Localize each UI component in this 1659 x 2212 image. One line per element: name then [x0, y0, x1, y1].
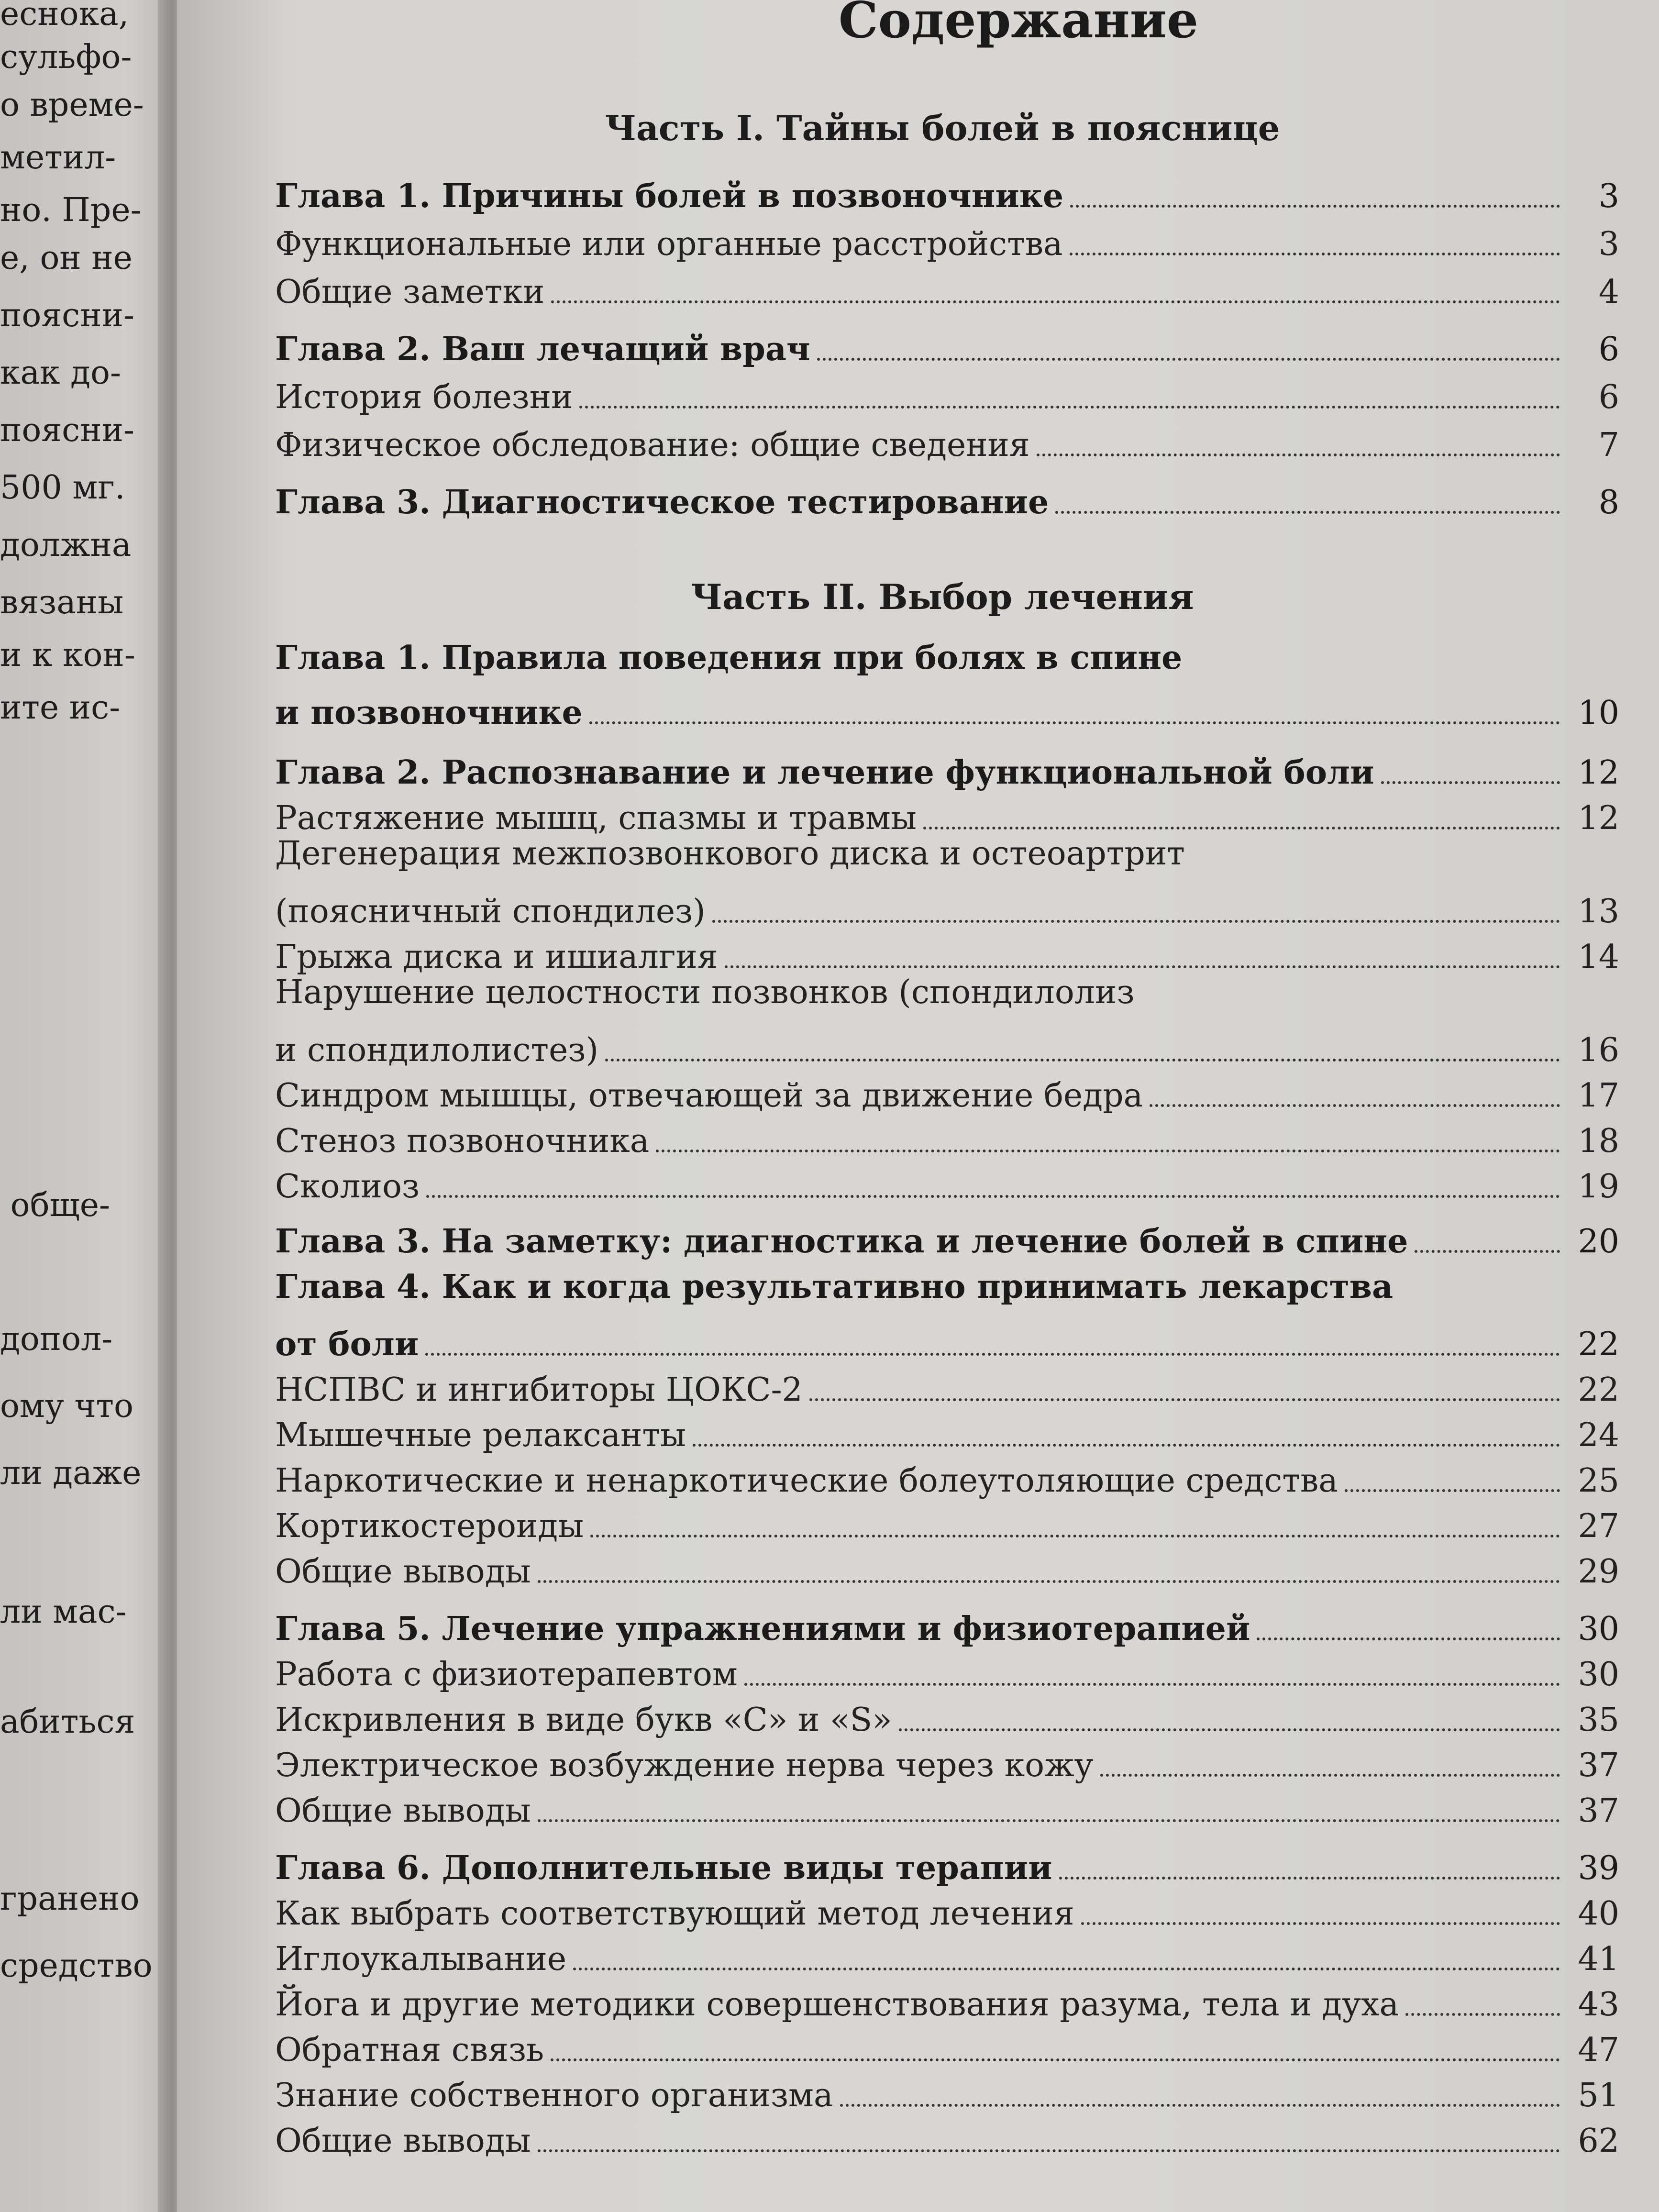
toc-section: [275, 1736, 1619, 1784]
toc-page-number: 30: [1578, 1610, 1619, 1648]
left-text-fragment: ите ис-: [0, 689, 121, 727]
toc-chapter: [275, 1839, 1619, 1887]
dot-leader: [1070, 205, 1560, 208]
toc-page-number: 19: [1578, 1168, 1619, 1206]
toc-entry-text: (поясничный спондилез): [275, 893, 706, 930]
toc-page-number: 12: [1578, 754, 1619, 792]
toc-section: [275, 1021, 1619, 1069]
left-text-fragment: допол-: [0, 1320, 113, 1358]
toc-page-number: 30: [1578, 1656, 1619, 1693]
dot-leader: [744, 1683, 1560, 1686]
toc-chapter: [275, 167, 1619, 215]
toc-chapter: [275, 1600, 1619, 1648]
toc-chapter: [275, 1316, 1619, 1363]
toc-section: [275, 1497, 1619, 1545]
left-text-fragment: ли мас-: [0, 1593, 127, 1631]
toc-chapter: [275, 321, 1619, 368]
dot-leader: [725, 965, 1560, 968]
toc-entry-text: Общие выводы: [275, 1792, 531, 1830]
toc-entry-text: Кортикостероиды: [275, 1507, 584, 1545]
toc-entry-first-line: Глава 1. Правила поведения при болях в спине: [275, 639, 1183, 677]
toc-entry-text: Сколиоз: [275, 1168, 420, 1206]
dot-leader: [1257, 1637, 1560, 1640]
toc-page-number: 22: [1578, 1326, 1619, 1363]
dot-leader: [1081, 1922, 1560, 1925]
left-text-fragment: поясни-: [0, 297, 134, 334]
toc-page-number: 41: [1578, 1940, 1619, 1978]
toc-entry-text: Глава 6. Дополнительные виды терапии: [275, 1849, 1052, 1887]
toc-entry-text: Обратная связь: [275, 2031, 544, 2069]
toc-entry-text: Глава 1. Причины болей в позвоночнике: [275, 177, 1064, 215]
toc-section: [275, 928, 1619, 976]
toc-section: [275, 883, 1619, 930]
dot-leader: [1059, 1877, 1560, 1880]
left-page-fragment: [0, 0, 182, 2212]
toc-entry-text: Общие заметки: [275, 273, 545, 311]
toc-page-number: 20: [1578, 1223, 1619, 1261]
dot-leader: [840, 2104, 1560, 2107]
dot-leader: [712, 920, 1560, 923]
toc-section: [275, 1543, 1619, 1591]
toc-section: [275, 215, 1619, 263]
toc-entry-first-line: Нарушение целостности позвонков (спондилолиз: [275, 973, 1135, 1011]
part-title: Часть I. Тайны болей в пояснице: [605, 108, 1280, 148]
toc-page-number: 10: [1578, 694, 1619, 732]
toc-entry-text: Стеноз позвоночника: [275, 1122, 650, 1160]
toc-entry-text: Искривления в виде букв «С» и «S»: [275, 1701, 892, 1739]
toc-page-number: 13: [1578, 893, 1619, 930]
dot-leader: [1415, 1250, 1560, 1253]
toc-chapter: [275, 744, 1619, 792]
dot-leader: [426, 1195, 1560, 1198]
toc-section: [275, 1782, 1619, 1830]
dot-leader: [538, 1580, 1560, 1583]
dot-leader: [605, 1059, 1560, 1062]
toc-chapter: [275, 684, 1619, 732]
left-text-fragment: средство: [0, 1947, 153, 1985]
left-text-fragment: метил-: [0, 139, 116, 177]
toc-section: [275, 1691, 1619, 1739]
toc-section: [275, 263, 1619, 311]
toc-entry-text: Как выбрать соответствующий метод лечения: [275, 1895, 1074, 1933]
dot-leader: [1381, 781, 1560, 784]
left-text-fragment: ому что: [0, 1387, 133, 1425]
dot-leader: [1070, 253, 1560, 255]
toc-entry-first-line: Дегенерация межпозвонкового диска и остеоартрит: [275, 835, 1185, 873]
toc-section: [275, 368, 1619, 416]
toc-entry-text: Физическое обследование: общие сведения: [275, 426, 1030, 464]
toc-entry-text: Глава 5. Лечение упражнениями и физиотерапией: [275, 1610, 1250, 1648]
toc-entry-text: Синдром мышцы, отвечающей за движение бедра: [275, 1077, 1143, 1115]
dot-leader: [693, 1444, 1560, 1447]
dot-leader: [538, 1819, 1560, 1822]
toc-section: [275, 1930, 1619, 1978]
toc-page-number: 3: [1598, 177, 1619, 215]
left-text-fragment: еснока,: [0, 0, 129, 33]
toc-page-number: 35: [1578, 1701, 1619, 1739]
dot-leader: [809, 1398, 1560, 1401]
toc-entry-text: НСПВС и ингибиторы ЦОКС-2: [275, 1371, 803, 1409]
toc-page-number: 43: [1578, 1986, 1619, 2024]
toc-page-number: 17: [1578, 1077, 1619, 1115]
left-text-fragment: гранено: [0, 1880, 140, 1918]
toc-entry-text: Наркотические и ненаркотические болеутоляющие средства: [275, 1462, 1338, 1500]
left-text-fragment: и к кон-: [0, 636, 135, 674]
left-text-fragment: о време-: [0, 86, 144, 124]
dot-leader: [923, 827, 1560, 830]
toc-entry-text: Грыжа диска и ишиалгия: [275, 938, 718, 976]
toc-entry-text: и спондилолистез): [275, 1031, 599, 1069]
part-title: Часть II. Выбор лечения: [691, 576, 1194, 617]
toc-page-number: 62: [1578, 2122, 1619, 2160]
toc-entry-text: Электрическое возбуждение нерва через кожу: [275, 1747, 1094, 1784]
toc-page-number: 12: [1578, 799, 1619, 837]
left-text-fragment: но. Пре-: [0, 191, 142, 229]
left-text-fragment: ли даже: [0, 1454, 142, 1492]
dot-leader: [1037, 453, 1560, 456]
toc-entry-text: от боли: [275, 1325, 419, 1363]
dot-leader: [817, 358, 1560, 361]
toc-section: [275, 1452, 1619, 1500]
toc-chapter: [275, 474, 1619, 521]
toc-page-number: 51: [1578, 2077, 1619, 2114]
toc-entry-text: История болезни: [275, 378, 573, 416]
toc-section: [275, 789, 1619, 837]
toc-page-number: 37: [1578, 1747, 1619, 1784]
toc-page-number: 24: [1578, 1416, 1619, 1454]
toc-entry-text: Глава 3. На заметку: диагностика и лечение болей в спине: [275, 1222, 1408, 1261]
toc-page-number: 40: [1578, 1895, 1619, 1933]
left-text-fragment: 500 мг.: [0, 469, 125, 507]
toc-page-number: 3: [1598, 225, 1619, 263]
toc-section: [275, 1976, 1619, 2024]
toc-section: [275, 1158, 1619, 1206]
dot-leader: [551, 300, 1560, 303]
toc-page-number: 7: [1598, 426, 1619, 464]
toc-page-number: 6: [1598, 378, 1619, 416]
dot-leader: [573, 1968, 1560, 1970]
toc-entry-text: Общие выводы: [275, 1553, 531, 1591]
toc-page-number: 47: [1578, 2031, 1619, 2069]
toc-section: [275, 2067, 1619, 2114]
toc-page-number: 16: [1578, 1031, 1619, 1069]
toc-chapter: [275, 1213, 1619, 1261]
dot-leader: [590, 1535, 1560, 1537]
toc-entry-text: Мышечные релаксанты: [275, 1416, 686, 1454]
toc-page-number: 27: [1578, 1507, 1619, 1545]
toc-section: [275, 416, 1619, 464]
toc-page-number: 39: [1578, 1849, 1619, 1887]
toc-section: [275, 1406, 1619, 1454]
toc-section: [275, 1067, 1619, 1115]
toc-section: [275, 2112, 1619, 2160]
toc-entry-text: Функциональные или органные расстройства: [275, 225, 1063, 263]
toc-entry-text: Глава 3. Диагностическое тестирование: [275, 483, 1049, 521]
toc-entry-text: Йога и другие методики совершенствования разума, тела и духа: [275, 1986, 1399, 2024]
toc-page-number: 25: [1578, 1462, 1619, 1500]
dot-leader: [1405, 2013, 1560, 2016]
toc-page-number: 18: [1578, 1122, 1619, 1160]
dot-leader: [551, 2058, 1560, 2061]
dot-leader: [589, 721, 1560, 724]
left-text-fragment: должна: [0, 526, 132, 564]
left-text-fragment: абиться: [0, 1703, 135, 1741]
toc-page-number: 37: [1578, 1792, 1619, 1830]
toc-page-number: 22: [1578, 1371, 1619, 1409]
dot-leader: [1345, 1489, 1560, 1492]
left-text-fragment: общe-: [10, 1186, 110, 1224]
toc-entry-first-line: Глава 4. Как и когда результативно принимать лекарства: [275, 1268, 1394, 1306]
toc-entry-text: Растяжение мышц, спазмы и травмы: [275, 799, 917, 837]
toc-entry-text: Общие выводы: [275, 2122, 531, 2160]
toc-page-number: 14: [1578, 938, 1619, 976]
toc-entry-text: Глава 2. Ваш лечащий врач: [275, 330, 810, 368]
left-text-fragment: поясни-: [0, 411, 134, 449]
dot-leader: [1100, 1774, 1560, 1777]
dot-leader: [425, 1353, 1560, 1356]
dot-leader: [656, 1150, 1560, 1152]
toc-section: [275, 1646, 1619, 1693]
dot-leader: [1055, 511, 1560, 514]
toc-entry-text: Иглоукалывание: [275, 1940, 567, 1978]
left-text-fragment: е, он не: [0, 239, 133, 277]
left-text-fragment: вязаны: [0, 584, 124, 621]
toc-entry-text: Работа с физиотерапевтом: [275, 1656, 738, 1693]
toc-entry-text: и позвоночнике: [275, 694, 583, 732]
page-title: Содержание: [838, 0, 1199, 49]
toc-section: [275, 1885, 1619, 1933]
toc-page-number: 6: [1598, 331, 1619, 368]
left-text-fragment: как до-: [0, 354, 121, 392]
contents-page: [177, 0, 1659, 2212]
dot-leader: [579, 406, 1560, 409]
toc-page-number: 8: [1598, 484, 1619, 521]
toc-page-number: 4: [1598, 273, 1619, 311]
toc-section: [275, 2021, 1619, 2069]
toc-page-number: 29: [1578, 1553, 1619, 1591]
toc-entry-text: Знание собственного организма: [275, 2077, 833, 2114]
toc-entry-text: Глава 2. Распознавание и лечение функциональной боли: [275, 753, 1374, 792]
dot-leader: [1150, 1104, 1560, 1107]
dot-leader: [899, 1728, 1560, 1731]
toc-section: [275, 1112, 1619, 1160]
dot-leader: [538, 2149, 1560, 2152]
toc-section: [275, 1361, 1619, 1409]
left-text-fragment: сульфо-: [0, 38, 132, 76]
